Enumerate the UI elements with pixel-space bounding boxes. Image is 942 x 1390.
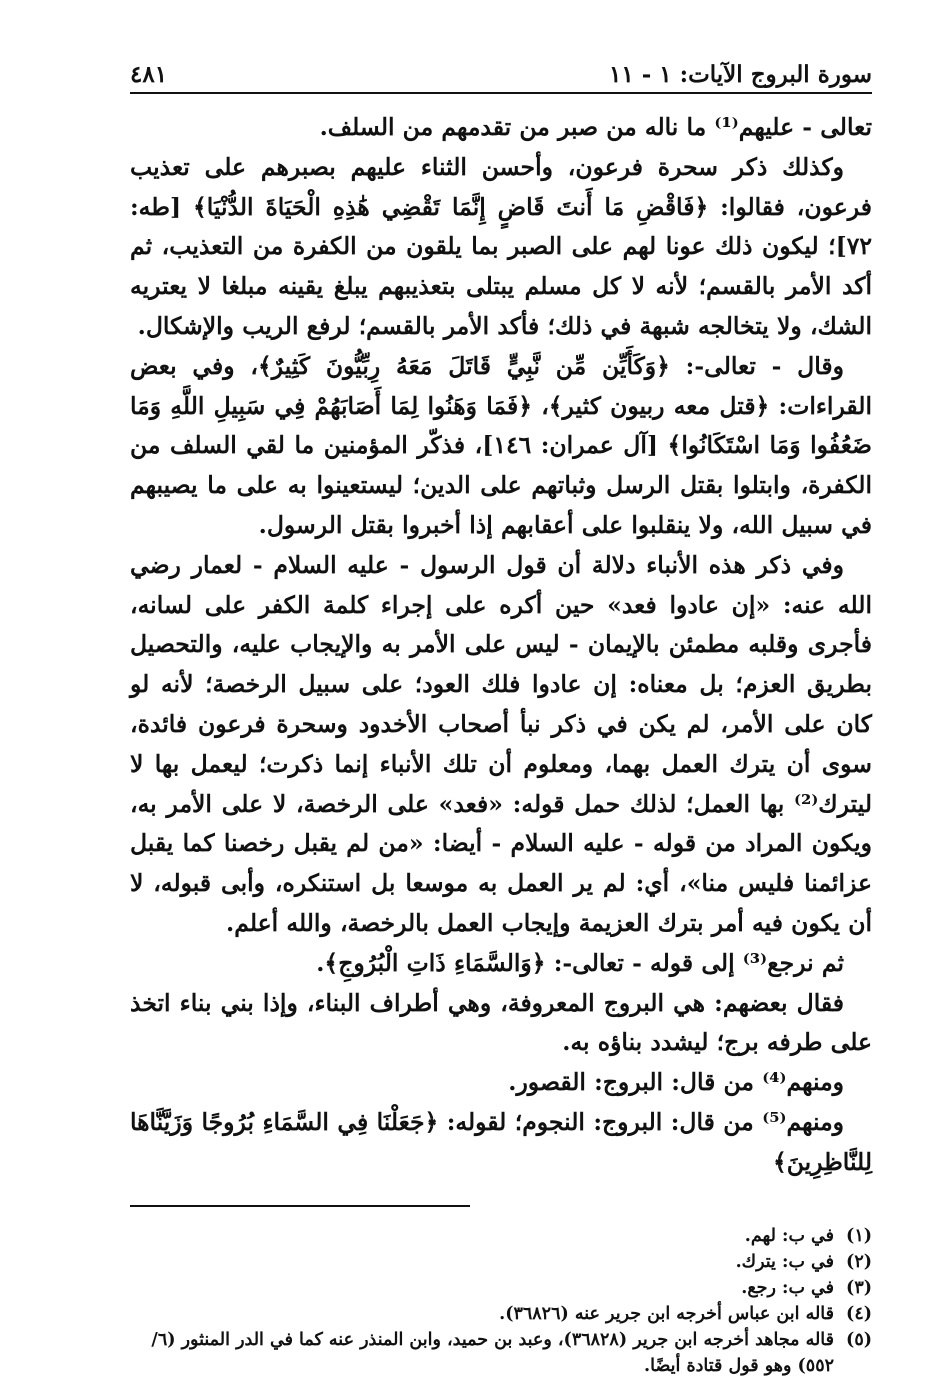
paragraph: ثم نرجع⁽³⁾ إلى قوله - تعالى-: ﴿وَالسَّمَاءِ ذَاتِ الْبُرُوجِ﴾. <box>316 948 844 977</box>
footnote-text: في ب: رجع. <box>741 1277 834 1298</box>
footnote <box>130 1275 872 1301</box>
page-number: ٤٨١ <box>130 61 168 88</box>
paragraph: تعالى - عليهم⁽¹⁾ ما ناله من صبر من تقدمهم من السلف. <box>319 113 872 141</box>
footnotes <box>130 1223 872 1379</box>
footnote-number: (١) <box>846 1225 872 1246</box>
running-title: سورة البروج الآيات: ١ - ١١ <box>608 61 872 88</box>
footnote-text: في ب: لهم. <box>744 1225 834 1246</box>
footnote-divider <box>130 1205 470 1207</box>
paragraph: وكذلك ذكر سحرة فرعون، وأحسن الثناء عليهم بصبرهم على تعذيب فرعون، فقالوا: ﴿فَاقْضِ مَا أَنتَ قَاضٍ إِنَّمَا تَقْضِي هَٰذِهِ الْحَيَاةَ الدُّنْيَا﴾ [طه: ٧٢]؛ ليكون ذلك عونا لهم على الصبر بما يلقون من الكفرة من التعذيب، ثم أكد الأمر بالقسم؛ لأنه لا كل مسلم يبتلى بتعذيبهم يبلغ يقينه مبلغا لا يعتريه الشك، ولا يتخالجه شبهة في ذلك؛ فأكد الأمر بالقسم؛ لرفع الريب والإشكال. <box>130 152 872 340</box>
footnote-number: (٢) <box>846 1251 872 1272</box>
footnote <box>130 1327 872 1379</box>
header-divider <box>130 92 872 94</box>
paragraph: وفي ذكر هذه الأنباء دلالة أن قول الرسول - عليه السلام - لعمار رضي الله عنه: «إن عادوا فعد» حين أكره على إجراء كلمة الكفر على لسانه، فأجرى وقلبه مطمئن بالإيمان - ليس على الأمر به والإيجاب عليه، والتحصيل بطريق العزم؛ بل معناه: إن عادوا فلك العود؛ على سبيل الرخصة؛ لأنه لو كان على الأمر، لم يكن في ذكر نبأ أصحاب الأخدود وسحرة فرعون فائدة، سوى أن يترك العمل بهما، ومعلوم أن تلك الأنباء إنما ذكرت؛ ليعمل بها لا ليترك⁽²⁾ بها العمل؛ لذلك حمل قوله: «فعد» على الرخصة، لا على الأمر به، ويكون المراد من قوله - عليه السلام - أيضا: «من لم يقبل رخصنا كما يقبل عزائمنا فليس منا»، أي: لم ير العمل به موسعا بل استنكره، وأبى قبوله، لا أن يكون فيه أمر بترك العزيمة وإيجاب العمل بالرخصة، والله أعلم. <box>130 550 872 937</box>
footnote-text: قاله مجاهد أخرجه ابن جرير (٣٦٨٢٨)، وعبد بن حميد، وابن المنذر عنه كما في الدر المنثور (٦/ ٥٥٢) وهو قول قتادة أيضًا. <box>151 1329 834 1376</box>
footnote-number: (٤) <box>846 1303 872 1324</box>
footnote <box>130 1301 872 1327</box>
paragraph: وقال - تعالى-: ﴿وَكَأَيِّن مِّن نَّبِيٍّ قَاتَلَ مَعَهُ رِبِّيُّونَ كَثِيرٌ﴾، وفي بعض القراءات: ﴿قتل معه ربيون كثير﴾، ﴿فَمَا وَهَنُوا لِمَا أَصَابَهُمْ فِي سَبِيلِ اللَّهِ وَمَا ضَعُفُوا وَمَا اسْتَكَانُوا﴾ [آل عمران: ١٤٦]، فذكّر المؤمنين ما لقي السلف من الكفرة، وابتلوا بقتل الرسل وثباتهم على الدين؛ ليستعينوا به على ما يصيبهم في سبيل الله، ولا ينقلبوا على أعقابهم إذا أخبروا بقتل الرسول. <box>130 351 872 539</box>
paragraph: فقال بعضهم: هي البروج المعروفة، وهي أطراف البناء، وإذا بني بناء اتخذ على طرفه برج؛ ليشدد بناؤه به. <box>130 988 872 1057</box>
footnote-number: (٣) <box>846 1277 872 1298</box>
footnote <box>130 1249 872 1275</box>
footnote-text: في ب: يترك. <box>735 1251 834 1272</box>
main-text <box>130 108 872 1183</box>
paragraph: ومنهم⁽⁵⁾ من قال: البروج: النجوم؛ لقوله: ﴿جَعَلْنَا فِي السَّمَاءِ بُرُوجًا وَزَيَّنَّاهَا لِلنَّاظِرِينَ﴾ <box>130 1107 872 1176</box>
paragraph: ومنهم⁽⁴⁾ من قال: البروج: القصور. <box>508 1068 844 1097</box>
footnote <box>130 1223 872 1249</box>
book-page <box>130 50 872 1379</box>
page-header <box>130 50 872 88</box>
footnote-text: قاله ابن عباس أخرجه ابن جرير عنه (٣٦٨٢٦). <box>499 1303 834 1324</box>
footnote-number: (٥) <box>846 1329 872 1350</box>
